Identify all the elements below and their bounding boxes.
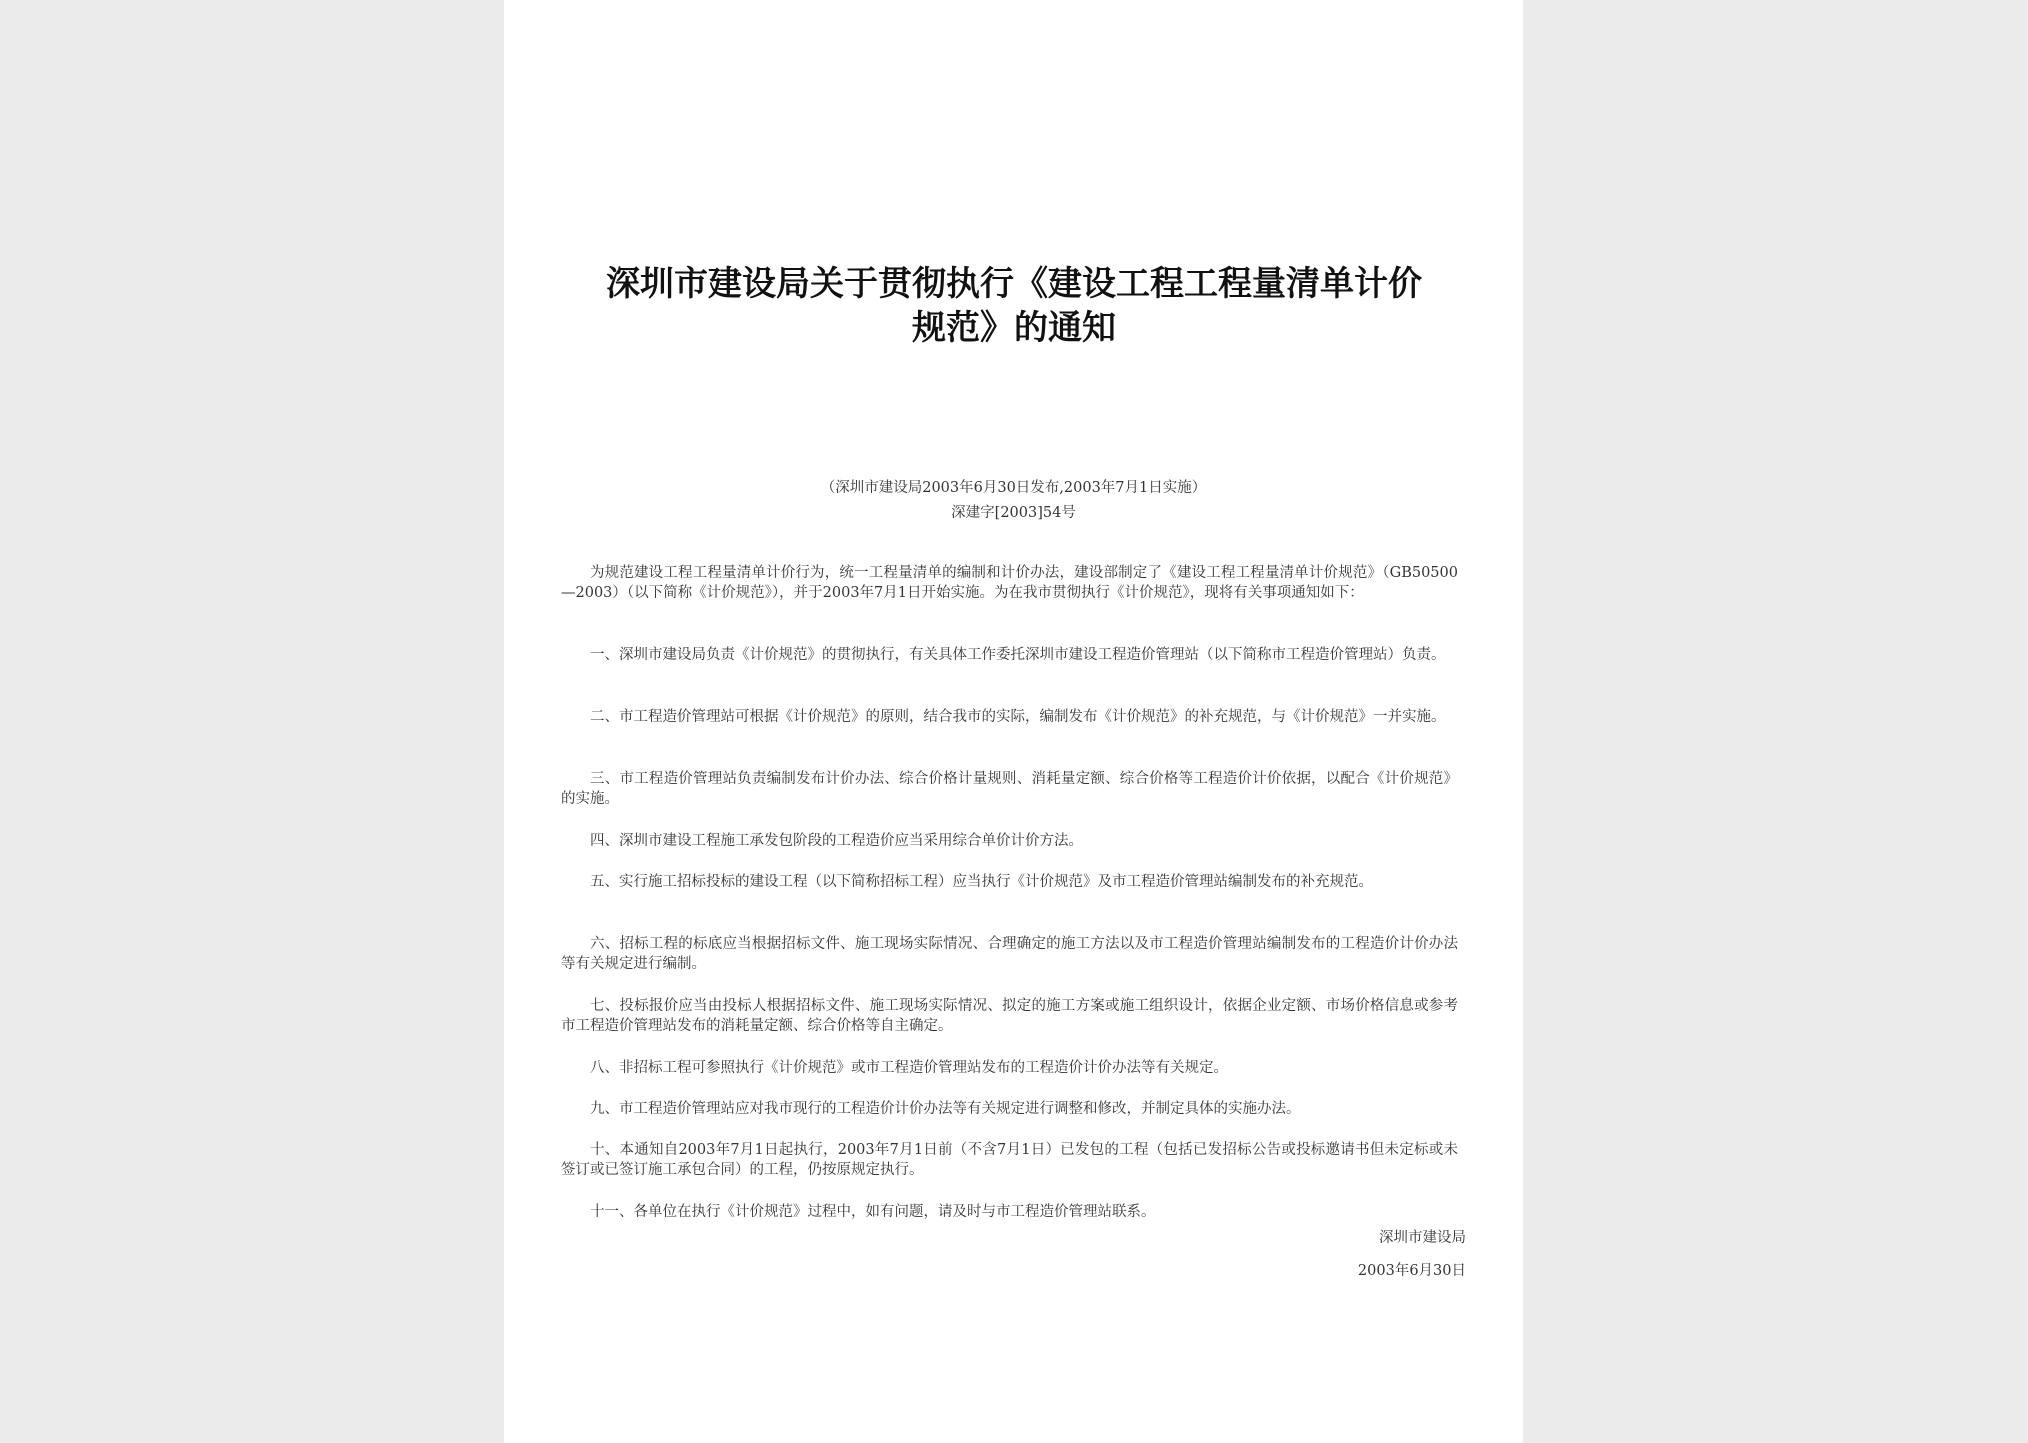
clause-10: 十、本通知自2003年7月1日起执行，2003年7月1日前（不含7月1日）已发包的工程（包括已发招标公告或投标邀请书但未定标或未签订或已签订施工承包合同）的工程，仍按原规定执行。	[561, 1142, 1458, 1178]
clause-2: 二、市工程造价管理站可根据《计价规范》的原则，结合我市的实际，编制发布《计价规范》的补充规范，与《计价规范》一并实施。	[590, 709, 1446, 725]
clause-11: 十一、各单位在执行《计价规范》过程中，如有问题，请及时与市工程造价管理站联系。	[590, 1204, 1156, 1220]
document-title	[564, 262, 1464, 350]
publication-info: （深圳市建设局2003年6月30日发布,2003年7月1日实施）	[820, 480, 1207, 496]
document-page	[504, 0, 1523, 1443]
clause-4: 四、深圳市建设工程施工承发包阶段的工程造价应当采用综合单价计价方法。	[590, 833, 1083, 849]
clause-5: 五、实行施工招标投标的建设工程（以下简称招标工程）应当执行《计价规范》及市工程造价管理站编制发布的补充规范。	[590, 874, 1373, 890]
clause-9: 九、市工程造价管理站应对我市现行的工程造价计价办法等有关规定进行调整和修改，并制定具体的实施办法。	[590, 1101, 1301, 1117]
clause-6: 六、招标工程的标底应当根据招标文件、施工现场实际情况、合理确定的施工方法以及市工程造价管理站编制发布的工程造价计价办法等有关规定进行编制。	[561, 936, 1458, 972]
clause-1: 一、深圳市建设局负责《计价规范》的贯彻执行，有关具体工作委托深圳市建设工程造价管理站（以下简称市工程造价管理站）负责。	[590, 647, 1446, 663]
intro-paragraph: 为规范建设工程工程量清单计价行为，统一工程量清单的编制和计价办法，建设部制定了《建设工程工程量清单计价规范》（GB50500—2003）（以下简称《计价规范》），并于2003年7月1日开始实施。为在我市贯彻执行《计价规范》，现将有关事项通知如下：	[561, 565, 1458, 601]
clause-7: 七、投标报价应当由投标人根据招标文件、施工现场实际情况、拟定的施工方案或施工组织设计，依据企业定额、市场价格信息或参考市工程造价管理站发布的消耗量定额、综合价格等自主确定。	[561, 998, 1458, 1034]
title-line-1: 深圳市建设局关于贯彻执行《建设工程工程量清单计价	[606, 264, 1422, 304]
signature-issuer: 深圳市建设局	[1379, 1230, 1466, 1246]
title-line-2: 规范》的通知	[912, 308, 1116, 348]
document-number: 深建字[2003]54号	[951, 505, 1076, 521]
clause-8: 八、非招标工程可参照执行《计价规范》或市工程造价管理站发布的工程造价计价办法等有关规定。	[590, 1060, 1228, 1076]
signature-date: 2003年6月30日	[1357, 1263, 1466, 1279]
clause-3: 三、市工程造价管理站负责编制发布计价办法、综合价格计量规则、消耗量定额、综合价格等工程造价计价依据，以配合《计价规范》的实施。	[561, 771, 1458, 807]
